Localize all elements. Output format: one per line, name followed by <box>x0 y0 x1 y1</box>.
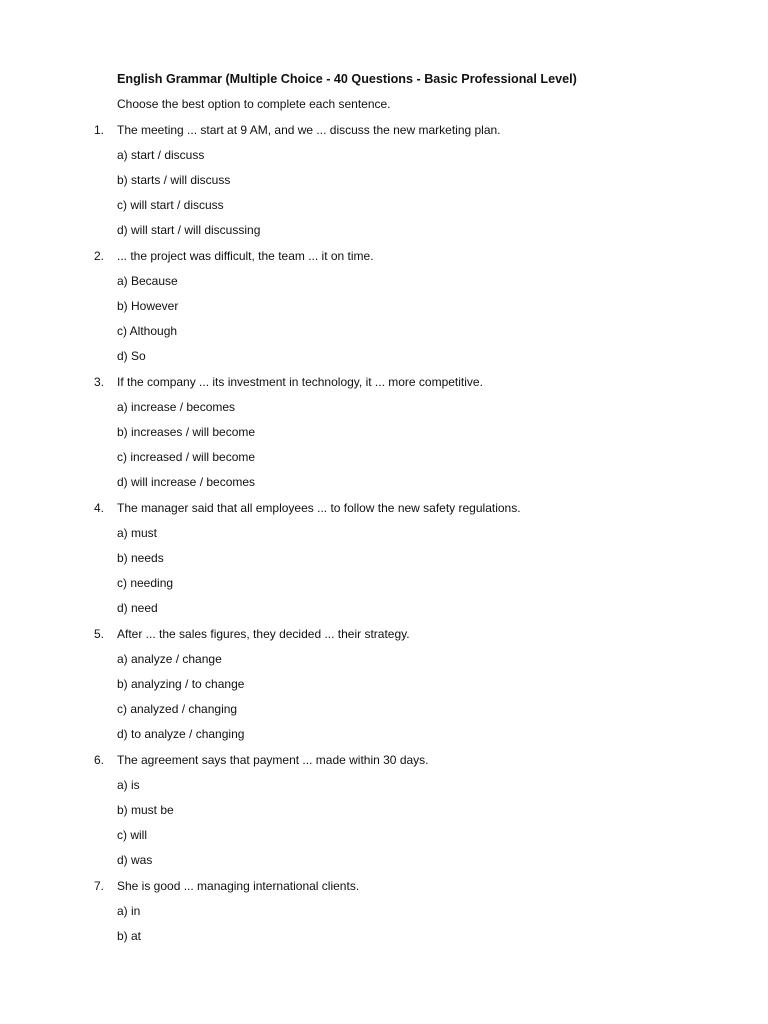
question-text: After ... the sales figures, they decided ... their strategy. <box>117 627 410 641</box>
answer-option: a) analyze / change <box>117 652 222 666</box>
answer-option: c) increased / will become <box>117 450 256 464</box>
answer-option: d) So <box>117 349 146 363</box>
question-number: 7. <box>94 879 105 893</box>
answer-option: d) will increase / becomes <box>117 475 256 489</box>
instruction-text: Choose the best option to complete each sentence. <box>117 97 391 111</box>
question-text: The manager said that all employees ... to follow the new safety regulations. <box>117 501 521 515</box>
answer-option: a) increase / becomes <box>117 400 236 414</box>
answer-option: b) However <box>117 299 179 313</box>
answer-option: d) will start / will discussing <box>117 223 261 237</box>
question-number: 5. <box>94 627 105 641</box>
answer-option: a) must <box>117 526 158 540</box>
answer-option: d) to analyze / changing <box>117 727 245 741</box>
answer-option: a) Because <box>117 274 178 288</box>
answer-option: b) at <box>117 929 142 943</box>
answer-option: a) is <box>117 778 140 792</box>
question-number: 1. <box>94 123 105 137</box>
question-text: She is good ... managing international clients. <box>117 879 360 893</box>
answer-option: c) will <box>117 828 147 842</box>
question-text: The agreement says that payment ... made within 30 days. <box>117 753 429 767</box>
answer-option: c) analyzed / changing <box>117 702 238 716</box>
document-title: English Grammar (Multiple Choice - 40 Questions - Basic Professional Level) <box>117 72 577 86</box>
answer-option: c) needing <box>117 576 174 590</box>
answer-option: c) Although <box>117 324 178 338</box>
answer-option: b) analyzing / to change <box>117 677 245 691</box>
answer-option: a) in <box>117 904 141 918</box>
answer-option: c) will start / discuss <box>117 198 224 212</box>
answer-option: b) needs <box>117 551 164 565</box>
question-number: 6. <box>94 753 105 767</box>
question-number: 3. <box>94 375 105 389</box>
answer-option: a) start / discuss <box>117 148 205 162</box>
question-number: 2. <box>94 249 105 263</box>
question-text: ... the project was difficult, the team ... it on time. <box>117 249 374 263</box>
answer-option: b) starts / will discuss <box>117 173 231 187</box>
answer-option: d) need <box>117 601 158 615</box>
question-text: The meeting ... start at 9 AM, and we ... discuss the new marketing plan. <box>117 123 501 137</box>
question-text: If the company ... its investment in technology, it ... more competitive. <box>117 375 483 389</box>
answer-option: b) increases / will become <box>117 425 256 439</box>
question-number: 4. <box>94 501 105 515</box>
answer-option: d) was <box>117 853 153 867</box>
answer-option: b) must be <box>117 803 174 817</box>
